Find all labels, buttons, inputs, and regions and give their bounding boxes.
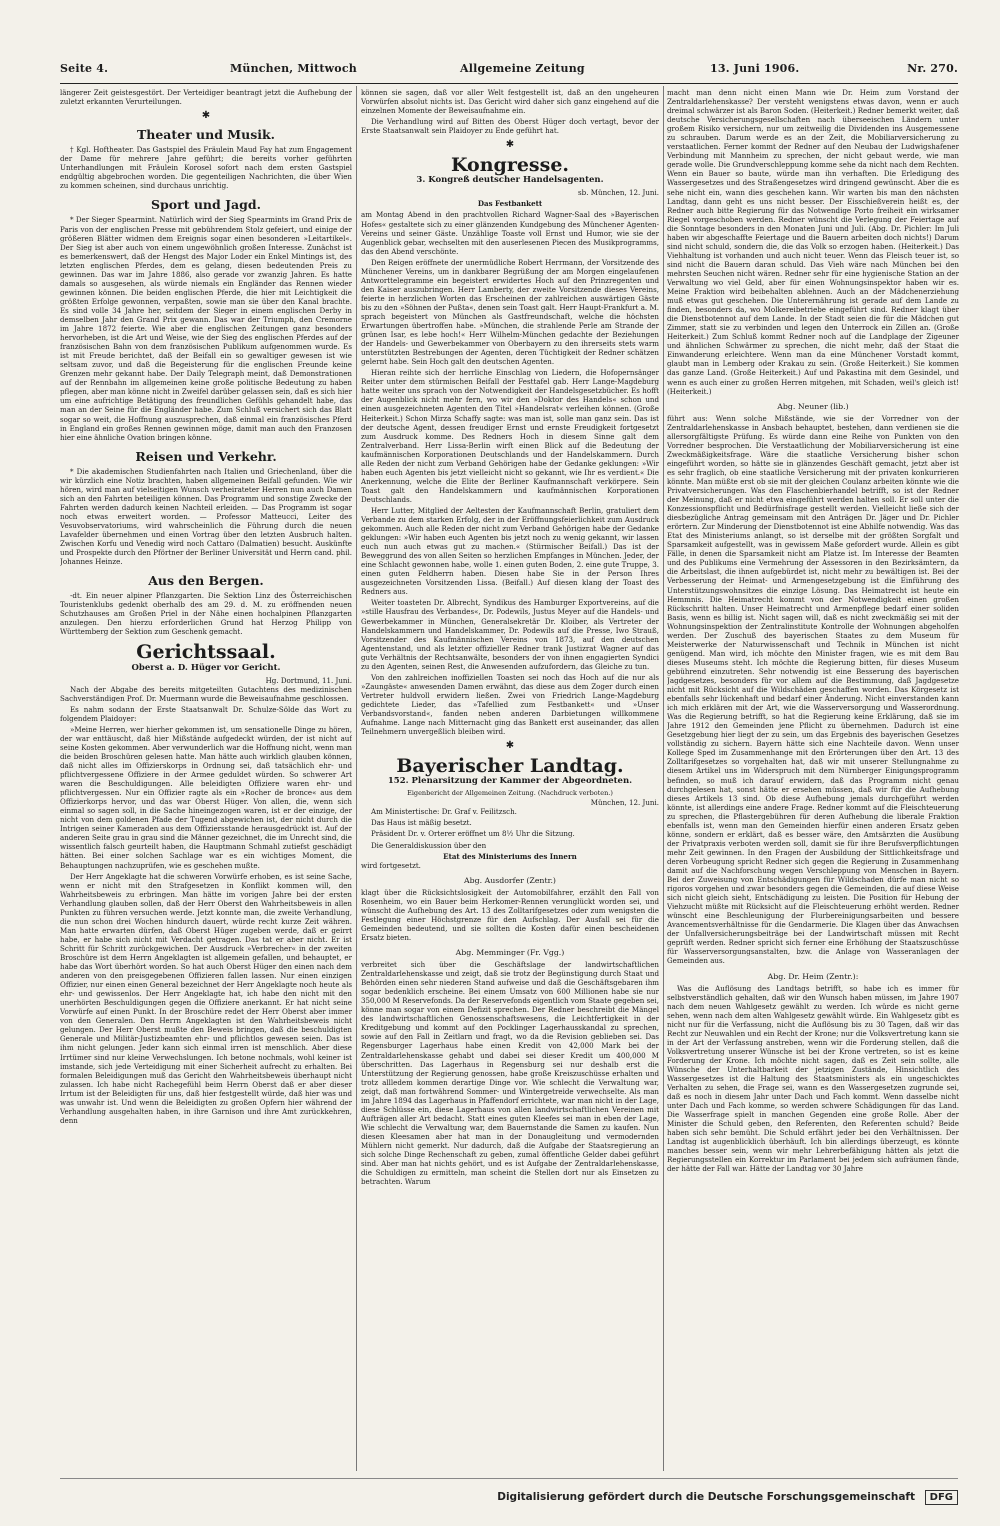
- paragraph: * Die akademischen Studienfahrten nach Italien und Griechenland, über die wir kürzlich eine Notiz brachten, haben allgemeinen Beifall gefunden. Wie wir hören, wird man auf vielseitigen Wunsch verheirateter Herren nun auch Damen sich an den Fahrten beteiligen können. Das Programm und sonstige Zwecke der Fahrten werden dadurch keinen Nachteil erleiden. — Das Programm ist sogar noch etwas erweitert worden. — Professor Matteucci, Leiter des Vesuvobservatoriums, wird wahrscheinlich die Führung durch die neuen Lavafelder übernehmen und einen Vortrag über den letzten Ausbruch halten. Zwischen Korfu und Venedig wird noch Cattaro (Dalmatien) besucht. Auskünfte und Prospekte durch den Pförtner der Berliner Universität und Herrn cand. phil. Johannes Heinze.: [60, 466, 352, 567]
- article-subtitle: 3. Kongreß deutscher Handelsagenten.: [416, 175, 604, 186]
- paragraph: Die Generaldiskussion über den: [371, 840, 487, 850]
- newspaper-title: Allgemeine Zeitung: [460, 62, 585, 75]
- article-subtitle: 152. Plenarsitzung der Kammer der Abgeordneten.: [387, 776, 633, 787]
- paragraph: Weiter toasteten Dr. Albrecht, Syndikus des Hamburger Exportvereins, auf die »stille Hausfrau des Verbandes«, Dr. Podewils, Justus Meyer auf die Handels- und Gewerbekammer in München, Generalsekretär Dr. Kloiber, als Vertreter der Handelskammern und Handelskammer, Dr. Podewils auf die Presse, Iwo Strauß, Vorsitzender des Kaufmännischen Vereins von 1873, auf den deutschen Agentenstand, und als letzter offizieller Redner trank Justizrat Wagner auf das gute Verhältnis der Rechtsanwälte, besonders der von ihnen engagierten Syndici zu den Agenten, seinen Rest, die Anwesenden aufzufordern, das Gleiche zu tun.: [361, 598, 659, 671]
- article-subtitle: Oberst a. D. Hüger vor Gericht.: [131, 662, 281, 673]
- header-rule: [60, 83, 958, 84]
- section-title-kongresse: Kongresse.: [450, 154, 570, 177]
- paragraph: Hieran reihte sich der herrliche Einschlag von Liedern, die Hofopernsänger Reiter unter dem stürmischen Beifall der Festtafel gab. Herr Lange-Magdeburg hatte weiter uns sprach von der Notwendigkeit der Handelsgesetzbücher. Es hofft der Augenblick nicht mehr fern, wo wir den »Doktor des Handels« schon und einen ausgezeichneten Agenten den Titel »Handelsrat« verleihen können. (Große Heiterkeit.) Schon Mirza Schaffy sagte: was man ist, solle man ganz sein. Das ist der deutsche Agent, dessen freudiger Ernst und ernste Freudigkeit fortgesetzt zum Ausdruck komme. Des Redners Hoch in diesem Sinne galt dem Zentralverband. Herr Lissa-Berlin wirft einen Blick auf die Bedeutung der kaufmännischen Korporationen Deutschlands und der Handelskammern. Durch alle Reden der nicht zum Verband Gehörigen habe der Gedanke geklungen: »Wir haben euch Agenten bis jetzt vielleicht nicht so gekannt, wie Ihr es verdient.« Die Anerkennung, welche die Elite der Berliner Kaufmannschaft verkörpere. Sein Toast galt den Handelskammern und kaufmännischen Korporationen Deutschlands.: [361, 368, 659, 504]
- dateline: München, 12. Juni.: [590, 798, 659, 808]
- subheading: Das Festbankett: [477, 199, 543, 209]
- speaker-name: Abg. Neuner (lib.): [777, 401, 849, 411]
- dateline: sb. München, 12. Juni.: [578, 188, 659, 198]
- paragraph: Es nahm sodann der Erste Staatsanwalt Dr. Schulze-Sölde das Wort zu folgendem Plaidoyer:: [60, 704, 352, 723]
- paragraph: Das Haus ist mäßig besetzt.: [371, 818, 472, 828]
- paragraph: Den Reigen eröffnete der unermüdliche Robert Herrmann, der Vorsitzende des Münchener Vereins, um in dankbarer Begrüßung der am Morgen eingelaufenen Antworttelegramme ein begeistert erwidertes Hoch auf den Prinzregenten und den Kaiser auszubringen. Herr Lamberty, der zweite Vorsitzende dieses Vereins, feierte in herzlichen Worten das Erscheinen der zahlreichen auswärtigen Gäste bis zu den »Söhnen der Pußta«, denen sein Toast galt. Herr Haupt-Frankfurt a. M. sprach begeistert von München als Gastfreundschaft, welche die höchsten Erwartungen übertroffen habe. »München, die strahlende Perle am Strande der grünen Isar, es lebe hoch!« Herr Wilhelm-München gedachte der Beziehungen der Handels- und Gewerbekammer von Oberbayern zu den ihrerseits stets warm unterstützten Bestrebungen der Agenten, deren Tüchtigkeit der Redner schätzen gelernt habe. Sein Hoch galt den deutschen Agenten.: [361, 257, 659, 367]
- paragraph: Die Verhandlung wird auf Bitten des Oberst Hüger doch vertagt, bevor der Erste Staatsanwalt sein Plaidoyer zu Ende geführt hat.: [361, 117, 659, 136]
- speaker-name: Abg. Memminger (Fr. Vgg.): [455, 947, 565, 957]
- copyright-note: Eigenbericht der Allgemeinen Zeitung. (Nachdruck verboten.): [407, 789, 613, 798]
- paragraph: macht man denn nicht einen Mann wie Dr. Heim zum Vorstand der Zentraldarlehenskasse? Der versteht wenigstens etwas davon, wenn er auch dreimal schwärzer ist als Baron Soden. (Heiterkeit.) Redner bemerkt weiter, daß deutsche Versicherungsgesellschaften nach überseeischen Ländern unter großem Risiko versichern, nur um zeitweilig die Dividenden ins Ausgemessene zu schrauben. Darum werde es an der Zeit, die Mobiliarversicherung zu verstaatlichen. Ferner kommt der Redner auf den Neubau der Ludwigshafener Verbindung mit Mannheim zu sprechen, der nicht gebaut werde, wie man gerade wolle. Die Grundverschleppung komme sehe da nicht nach dem Rechten. Wenn ein Bauer so baute, würde man ihn verhaften. Die Erledigung des Wassergesetzes und des Straßengesetzes wird dringend gewünscht. Aber die es sehe nicht ein, wann dies geschehen kann. Wir warten bis man den nächsten Landtag, dann geht es uns nicht besser. Der Eisschießverein heißt es, der Redner auch bitte Regierung für das Notwendige Porto freiheit ein wirksamer Riegel vorgeschoben werden. Redner wünscht die Verlegung der Feiertage auf die Sonntage besonders in den Monaten Juni und Juli. (Abg. Dr. Pichler: Im Juli haben wir abgeschaffte Feiertage und die Bauern arbeiten doch nichts!) Darum sind nicht schuld, sondern die, die das Volk so erzogen haben. (Heiterkeit.) Das Viehhaltung ist vorhanden und auch nicht teuer. Wenn das Fleisch teuer ist, so sind nicht die Bauern daran schuld. Das Vieh wäre nach München bei den mehrsten Seuchen nicht wären. Redner sehr für eine hygienische Station an der Verwaltung wo viel Geld, aber für einen Wohnungsinspektor haben wir es. Meine Fraktion wird beibehalten ablehnen. Auch an der Mädchenerziehung muß etwas gut geschehen. Die Unterernährung ist gerade auf dem Lande zu finden, besonders da, wo Molkereibetriebe eingeführt sind. Redner klagt über die Dienstbotennot auf dem Lande. In der Stadt seien die für die Mädchen gut Zimmer, statt sie zu verbinden und legen den Unterrock ein Zillen an. (Große Heiterkeit.) Zum Schluß kommt Redner noch auf die Landplage der Zigeuner und ähnlichen Schwärmer zu sprechen, die nicht mehr, daß der Staat die Einwanderung erleichtere. Wenn man da eine Münchener Vorstadt kommt, glaubt man in Lemberg oder Krakau zu sein. (Große Heiterkeit.) Sie kommen das ganze Land. (Große Heiterkeit.) Auf und Pakastina mit dem Gesindel, und wenn es auch einer zu großen Herren mitgehen, mit Schaden, weil's gleich ist! (Heiterkeit.): [667, 88, 959, 396]
- agenda-item: Etat des Ministeriums des Innern: [443, 851, 577, 861]
- separator-star: ✱: [201, 110, 211, 122]
- column-divider: [663, 86, 664, 1471]
- paragraph: -dt. Ein neuer alpiner Pflanzgarten. Die Sektion Linz des Österreichischen Touristenklubs gedenkt oberhalb des am 29. d. M. zu eröffnenden neuen Schutzhauses am Großen Priel in der Nähe einen hochalpinen Pflanzgarten anzulegen. Den hierzu erforderlichen Grund hat Herzog Philipp von Württemberg der Sektion zum Geschenk gemacht.: [60, 591, 352, 637]
- paragraph: am Montag Abend in den prachtvollen Richard Wagner-Saal des »Bayerischen Hofes« gestaltete sich zu einer glänzenden Kundgebung des Münchener Agenten-Vereins und seiner Gäste. Unzählige Toaste voll Ernst und Humor, wie sie der Augenblick gebar, wechselten mit den auserlesenen Piecen des Musikprogramms, das den Abend verschönte.: [361, 210, 659, 256]
- issue-number: Nr. 270.: [907, 62, 958, 75]
- footer: [497, 1490, 958, 1505]
- place-date: München, Mittwoch: [230, 62, 357, 75]
- paragraph: * Der Sieger Spearmint. Natürlich wird der Sieg Spearmints im Grand Prix de Paris von der englischen Presse mit gebührendem Stolz gefeiert, und einige der größeren Blätter widmen dem Ereignis sogar einen besonderen »Leitartikel«. Der Sieg ist aber auch von einem ungewöhnlich großen Interesse. Zunächst ist es bemerkenswert, daß der Hengst des Major Loder ein Enkel Mintings ist, des letzten englischen Pferdes, dem es gelang, diesen bedeutenden Preis zu gewinnen. Das war im Jahre 1886, also gerade vor zwanzig Jahren. Es hatte damals so ausgesehen, als würde niemals ein Engländer das Rennen wieder gewinnen können. Die beiden englischen Pferde, die hier mit Leichtigkeit die größten Erfolge gewonnen, verpaßten, sowie man sie über den Kanal brachte. Es sind volle 34 Jahre her, seitdem der Sieger in einem englischen Derby in demselben Jahr den Grand Prix gewann. Das war der Triumph, den Cremorne im Jahre 1872 feierte. Wie aber die englischen Zeitungen ganz besonders hervorheben, ist die Art und Weise, wie der Sieg des englischen Pferdes auf der französischen Bahn von dem französischen Publikum aufgenommen wurde. Es ist mit Freude berichtet, daß der Beifall ein so gewaltiger gewesen ist wie seltsam zuvor, und daß die Begeisterung für die englischen Freunde keine Grenzen mehr gekannt habe. Der Daily Telegraph meint, daß Demonstrationen auf der Rennbahn im allgemeinen keine große politische Bedeutung zu haben pflegen, aber man könne nicht in Zweifel darüber gelassen sein, daß es sich hier um eine aufrichtige Betätigung des freundlichen Gefühls gehandelt habe, das man an der Seine für die Engländer habe. Zum Schluß versichert sich das Blatt sogar so weit, die Hoffnung auszusprechen, daß einmal ein französisches Pferd in England ein großes Rennen gewinnen möge, damit man auch den Franzosen hier eine ähnliche Ovation bringen könne.: [60, 215, 352, 442]
- dateline: Hg. Dortmund, 11. Juni.: [265, 675, 352, 685]
- column-1: [60, 88, 352, 1468]
- paragraph: »Meine Herren, wer hierher gekommen ist, um sensationelle Dinge zu hören, der war enttäuscht, daß hier Mißstände aufgedeckt würden, der ist nicht auf seine Kosten gekommen. Aber verwunderlich war die Hoffnung nicht, wenn man die beiden Broschüren gelesen hatte. Man hätte auch wirklich glauben können, daß nicht alles im Offizierskorps in Ordnung sei, daß tatsächlich ehr- und pflichtvergessene Offiziere in der Armee geduldet würden. So schwerer Art waren die Beschuldigungen. Alle beleidigten Offiziere waren ehr- und pflichtvergessen. Nur ein Offizier ragte als ein »Rocher de bronce« aus dem Offizierkorps hervor, und das war Oberst Hüger. Von allen, die, wenn sich einmal so sagen soll, in die Sache hineingezogen waren, ist er der einzige, der nicht von dem goldenen Pfade der Tugend abgewichen ist, der nicht durch die Intrigen seiner Kameraden aus dem Offiziersstande herausgedrückt ist. Auf der anderen Seite grau in grau sind die Männer gezeichnet, die im Unrecht sind, die wissentlich falsch geurteilt haben, die Hauptmann Schmahl zutiefst geschädigt hätten. Bei einer solchen Sachlage war es ein wichtiges Moment, die Behauptungen nachzuprüfen, wie es geschehen mußte.: [60, 724, 352, 870]
- section-title-landtag: Bayerischer Landtag.: [396, 755, 624, 778]
- funding-note: Digitalisierung gefördert durch die Deutsche Forschungsgemeinschaft: [497, 1491, 915, 1503]
- page-number: Seite 4.: [60, 62, 109, 75]
- section-title-theater: Theater und Musik.: [136, 127, 276, 143]
- paragraph: klagt über die Rücksichtslosigkeit der Automobilfahrer, erzählt den Fall von Rosenheim, wo ein Bauer beim Herkomer-Rennen verunglückt worden sei, und wünscht die Aufhebung des Art. 13 des Zolltarifgesetzes oder zum wenigsten die Festlegung einer Höchstgrenze für den Aufschlag. Der Ausfall sei für die Gemeinden bedeutend, und sie sollten die Kosten dafür einen bescheidenen Ersatz bieten.: [361, 887, 659, 942]
- paragraph: Präsident Dr. v. Orterer eröffnet um 8½ Uhr die Sitzung.: [371, 829, 575, 839]
- page-header: [60, 60, 958, 80]
- paragraph: Was die Auflösung des Landtags betrifft, so habe ich es immer für selbstverständlich gehalten, daß wir den Wunsch haben müssen, im Jahre 1907 nach dem neuen Wahlgesetz gewählt zu werden. Ich würde es nicht gerne sehen, wenn nach dem alten Wahlgesetz gewählt würde. Ein Wahlgesetz gibt es nicht nur für die Verfassung, nicht die Auflösung bis zu 30 Tagen, daß wir das Recht zur Neuwahlen und ein Recht der Krone; nur die Volksvertretung kann sie in der Art der Verfassung anstreben, wenn wir die Forderung stellen, daß die Volksvertretung unserer Wünsche ist bei der Krone vertreten, so ist es keine Forderung der Krone. Ich möchte nicht sagen, daß es Zeit sein sollte, alle Wünsche der Unterhaltbarkeit der jetzigen Zustände, Hinsichtlich des Wassergesetzes ist die Haltung des Staatsministers als ein ungeschicktes Verhalten zu sehen, die Frage sei, wann es den Wassergesetzen zugrunde sei, daß es noch in diesem Jahr unter Dach und Fach kommt. Wenn dasselbe nicht unter Dach und Fach komme, so werden schwere Schädigungen für das Land. Die Wasserfrage spielt in manchen Gegenden eine große Rolle. Aber der Minister die Schuld geben, den Referenten, den Referenten schuld? Beide haben sich sehr bemüht. Die Schuld erfährt jeder bei den Verhältnissen. Der Landtag ist augenblicklich überhäuft. Ich bin allerdings überzeugt, es könnte manches besser sein, wenn wir mehr Lehrerbefähigung hätten als jetzt die Regierungsstellen ein Korrektur im Parlament bei jedem sich aufräumen fände, der hätte der Fall war. Hätte der Landtag vor 30 Jahre: [667, 983, 959, 1174]
- section-title-reisen: Reisen und Verkehr.: [135, 448, 277, 464]
- paragraph: Herr Lutter, Mitglied der Aeltesten der Kaufmannschaft Berlin, gratuliert dem Verbande zu dem starken Erfolg, der in der Eröffnungsfeierlichkeit zum Ausdruck gekommen. Auch alle Reden der nicht zum Verband Gehörigen habe der Gedanke geklungen: »Wir haben euch Agenten bis jetzt noch zu wenig gekannt, wir lassen euch nun auch etwas gut zu machen.« (Stürmischer Beifall.) Das ist der Beweggrund des von allen Seiten so herzlichen Empfanges in München. Jeder, der eine Schlacht gewonnen habe, wolle 1. einen guten Boden, 2. eine gute Truppe, 3. einen guten Feldherrn haben. Diesen habe Sie in der Person Ihres ausgezeichneten Vorsitzenden Lissa. (Beifall.) Auf diesen klang der Toast des Redners aus.: [361, 505, 659, 597]
- paragraph: längerer Zeit geistesgestört. Der Verteidiger beantragt jetzt die Aufhebung der zuletzt erkannten Verurteilungen.: [60, 88, 352, 107]
- issue-date: 13. Juni 1906.: [710, 62, 800, 75]
- separator-star: ✱: [505, 740, 515, 752]
- speaker-name: Abg. Dr. Heim (Zentr.):: [767, 971, 859, 981]
- paragraph: Der Herr Angeklagte hat die schweren Vorwürfe erhoben, es ist seine Sache, wenn er nicht mit den Strafgesetzen in Konflikt kommen will, den Wahrheitsbeweis zu erbringen. Man hätte im vorigen Jahre bei der ersten Verhandlung glauben sollen, daß der Herr Oberst den Wahrheitsbeweis in allen Punkten zu führen versuchen werde. Jetzt konnte man, die zweite Verhandlung, die nun schon drei Wochen hindurch dauert, würde recht kurze Zeit währen. Man hatte erwarten dürfen, daß Oberst Hüger zugeben werde, daß er geirrt habe, er habe sich nicht mit Verdacht getragen. Das tat er aber nicht. Er ist Schritt für Schritt zurückgewichen. Der Ausdruck »Verbrecher« in der zweiten Broschüre ist dem Herrn Angeklagten ist allgemein gefallen, und behauptet, er habe das Wort überhört worden. So hat auch Oberst Hüger den einen nach dem anderen von den preisgegebenen Offizieren fallen lassen. Nur einen einzigen Offizier, nur einen einen General bezeichnet der Herr Angeklagte noch heute als ehr- und gewissenlos. Der Herr Angeklagte hat, ich habe den nicht mit den unerhörten Beschuldigungen gegen die Offiziere anerkannt. Er hat nicht seine Vorwürfe auf einen Punkt. In der Broschüre redet der Herr Oberst aber immer von den Generalen. Den Herrn Angeklagten ist den Wahrheitsbeweis nicht gelungen. Der Herr Oberst mußte den Beweis bringen, daß die beschuldigten Generale und Militär-Justizbeamten ehr- und pflichtlos gewesen seien. Das ist ihm nicht gelungen. Jeder kann sich einmal irren ist menschlich. Aber diese Irrtümer sind nur kleine Verwechslungen. Ich betone nochmals, wohl keiner ist imstande, sich jede Verteidigung mit einer Sicherheit aufrecht zu erhalten. Bei formalen Beleidigungen muß das Gericht den Wahrheitsbeweis überhaupt nicht zulassen. Ich habe nicht Rachegefühl beim Herrn Oberst daß er aber dieser Irrtum ist der Beleidigten für uns, daß hier festgestellt würde, daß hier was und was unwahr ist. Und wenn die Beleidigten zu großen Opfern hier während der Verhandlung ausgehalten haben, in ihre Garnison und ihre Amt zurückkehren, denn: [60, 871, 352, 1125]
- dfg-logo-icon: DFG: [925, 1490, 958, 1505]
- paragraph: können sie sagen, daß vor aller Welt festgestellt ist, daß an den ungeheuren Vorwürfen absolut nichts ist. Das Gericht wird daher sich ganz eingehend auf die einzelnen Momente der Beweisaufnahme ein.: [361, 88, 659, 116]
- separator-star: ✱: [505, 139, 515, 151]
- section-title-gericht: Gerichtssaal.: [136, 641, 276, 664]
- section-title-sport: Sport und Jagd.: [151, 197, 261, 213]
- column-3: [667, 88, 959, 1468]
- paragraph: verbreitet sich über die Geschäftslage der landwirtschaftlichen Zentraldarlehenskasse und zeigt, daß sie trotz der Begünstigung durch Staat und Behörden einen sehr niederen Stand aufweise und daß die Geschäftsgebaren ihm sogar bedenklich erscheine. Bei einem Umsatz von 600 Millionen habe sie nur 350,000 M Reservefonds. Da der Reservefonds eigentlich vom Staate gegeben sei, könne man sogar von einem Defizit sprechen. Der Redner beschreibt die Mängel des landwirtschaftlichen Genossenschaftswesens, die Leichtfertigkeit in der Kreditgebung und kommt auf den Pocklinger Lagerhausskandal zu sprechen, sowie auf den Fall in Zeitlarn und fragt, wo da die Revision geblieben sei. Das Regensburger Lagerhaus habe einen Kredit von 42,000 Mark bei der Zentraldarlehenskasse gehabt und dabei sei dieser Kredit um 400,000 M überschritten. Das Lagerhaus in Regensburg sei nur deshalb erst die Unterstützung der Regierung genossen, habe große Kreiszuschüsse erhalten und trotz allledem kommen derartige Dinge vor. Wie schlecht die Verwaltung war, zeigt, daß man fortwährend Sommer- und Wintergetreide verwechselte. Als man im Jahre 1894 das Lagerhaus in Pfaffendorf errichtete, war man nicht in der Lage, diese Schlüsse ein, diese Lagerhaus von allen landwirtschaftlichen Vereinen mit Aufträgen aller Art bedacht. Statt eines guten Kleefes sei man in eben der Lage, Wie schlecht die Verwaltung war, dem Bauernstande die Samen zu kaufen. Nun diesen Kleesamen aber hat man in der Donaugleitung und vermodernden Mühlern nicht gemerkt. Nur dadurch, daß die Aufgabe der Staatsregierung an sich solche Dinge Rechenschaft zu geben, zumal öffentliche Gelder dabei geführt sind. Aber man hat nichts gehört, und es ist Aufgabe der Zentraldarlehenskasse, die Schuldigen zu ermitteln, man scheint die Stellen dort nur als Einsetzen zu betrachten. Warum: [361, 960, 659, 1187]
- paragraph: führt aus: Wenn solche Mißstände, wie sie der Vorredner von der Zentraldarlehenskasse in Ansbach behauptet, bestehen, dann verdienen sie die allersorgfältigste Prüfung. Es würde dann eine Reihe von Punkten von den Vorredner besprochen. Die Verstaatlichung der Mobiliarversicherung ist eine Zweckmäßigkeitsfrage. Wäre die staatliche Versicherung bisher schon eingeführt worden, so hätte sie in glänzendes Geschäft gemacht, jetzt aber ist es sehr fraglich, ob eine staatliche Versicherung mit der privaten konkurrieren könnte. Man müßte erst ob sie mit der gleichen Coulanz arbeiten könnte wie die Privatversicherungen. Was den Flaschenbierhandel betrifft, so ist der Redner der Meinung, daß er nicht etwa eingeführt werden halten soll. Er soll unter die Konzessionspflicht und Bedürfnisfrage gestellt werden. Vielleicht ließe sich der diesbezügliche Antrag gemeinsam mit den Anträgen Dr. Jäger und Dr. Pichler erörtern. Zur Minderung der Dienstbotennot ist eine Abhilfe notwendig. Was das Etat des Ministeriums anlangt, so ist derselbe mit der größten Sorgfalt und Sparsamkeit aufgestellt, was in gewissem Maße gefordert wurde. Allein es gibt Fälle, in denen die Sparsamkeit nicht am Platze ist. Im Interesse der Beamten und des Publikums eine Vermehrung der Assessoren in den Bezirksämtern, da die Arbeitslast, die ihnen aufgebürdet ist, nicht mehr zu bewältigen ist. Bei der Verbesserung der Heimat- und Armengesetzgebung ist die Einführung des Unterstützungswohnsitzes die einzige Lösung. Das Heimatrecht ist heute ein Hemmnis. Die Heimatrecht kommt von der Notwendigkeit einen großen Rückschritt halten. Unser Heimatrecht und Armenpflege bedarf einer soliden Basis, wenn es billig ist. Nicht sagen will, daß es nicht zweckmäßig sei mit der Wohnungsinspektion der Zentralinstitute Kontrolle der Wohnungen abgeholfen werden. Der Zuschuß des bayerischen Staates zu dem Museum für Meisterwerke der Naturwissenschaft und Technik in München ist nicht genügend. Man wird, ich möchte den Minister fragen, wie es mit dem Bau dieses Museums steht. Ich möchte die Regierung bitten, für dieses Museum gebührend einzutreten. Sehr notwendig ist eine Besserung des bayerischen Jagdgesetzes, besonders für vor allem auf die Bestimmung, daß Jagdgesetze nicht mit Rücksicht auf die Wildschäden geschaffen worden. Das Körgesetz ist ebenfalls sehr lückenhaft und bedarf einer Änderung. Nicht einverstanden kann ich mich erklären mit der Art, wie die Wasserversorgung und Wasserordnung. Was die Regierung betrifft, so hat die Regierung keine Erklärung, daß sie im Jahre 1912 den Gemeinden jene Pflicht zu übernehmen. Dadurch ist eine Gesetzgebung hier liegt der zu sein, um das Ergebnis des bayerischen Gesetzes vollständig zu sichern. Bayern hätte sich eine Nachteile davon. Wenn unser Kollege Sped im Zusammenhange mit den Erörterungen über den Art. 13 des Zolltarifgesetzes so vorgehalten hat, daß wir mit unserer Stellungnahme zu diesem Artikel uns im Widerspruch mit dem Nürnberger Einigungsprogramm befinden, so muß ich darauf erwidern, daß das Programm nicht genau durchgelesen hat, sonst hätte er ersehen müssen, daß wir für die Aufhebung dieses Artikels 13 sind. Ob diese Aufhebung jemals durchgeführt werden könnte, ist allerdings eine andere Frage. Redner kommt auf die Fleischteuerung zu sprechen, die Pflastergebühren für deren Aufhebung die liberale Fraktion ebenfalls ist, wenn man den Gemeinden hierfür einen anderen Ersatz geben könne, sondern er erklärt, daß es besser wäre, den Amtsärzten die Ausübung der Privatpraxis verboten werden soll, damit sie für ihre Berufsverpflichtungen mehr Zeit gewinnen. In den Fragen der Ausbildung der Sittlichkeitsfrage und deren Vorbeugung spricht Redner sich gegen die Regierung in Zusammenhang damit auf die Nachforschung wegen Verschleppung von Menschen in Bayern. Bei der Zuweisung von Entschädigungen für Wildschaden dürfe man nicht so rigoros vorgehen und zwar besonders gegen die Gemeinden, die auf diese Weise sich nicht gleich sieht, Entschädigung zu leisten. Die Position für Hebung der Viehzucht müßte mit Rücksicht auf die Fleischteuerung erhöht werden. Redner wünscht eine Beschleunigung der Flurbereinigungsarbeiten und bessere Avancementsverhältnisse für die Gendarmerie. Die Klagen über das Anwachsen der Unfallversicherungsbeiträge bei der Landwirtschaft müssen mit Recht geprüft werden. Redner spricht sich ferner eine Erhöhung der Staatszuschüsse für Wasserversorgungsanstalten, bzw. die Anlage von Wasseranlagen der Gemeinden aus.: [667, 413, 959, 966]
- paragraph: † Kgl. Hoftheater. Das Gastspiel des Fräulein Maud Fay hat zum Engagement der Dame für mehrere Jahre geführt; die bereits vorher geführten Unterhandlungen mit Fräulein Korosel sofort nach dem ersten Gastspiel endgültig abgebrochen worden. Die gegenteiligen Nachrichten, die über Wien zu kommen scheinen, sind durchaus unrichtig.: [60, 145, 352, 191]
- speaker-name: Abg. Ausdorfer (Zentr.): [464, 875, 556, 885]
- column-divider: [356, 86, 357, 1471]
- footer-rule: [60, 1478, 958, 1479]
- paragraph: wird fortgesetzt.: [361, 860, 421, 870]
- paragraph: Von den zahlreichen inoffiziellen Toasten sei noch das Hoch auf die nur als »Zaungäste« anwesenden Damen erwähnt, das diese aus dem Zoger durch einen Vertreter huldvoll erwidern ließen. Zwei von Friedrich Lange-Magdeburg gedichtete Lieder, das »Tafellied zum Festbankett« und »Unser Verbandsvorstand«, fanden neben anderen Darbietungen willkommene Aufnahme. Lange nach Mitternacht ging das Bankett erst auseinander, das allen Teilnehmern unvergeßlich bleiben wird.: [361, 672, 659, 737]
- paragraph: Nach der Abgabe des bereits mitgeteilten Gutachtens des medizinischen Sachverständigen Prof. Dr. Muermann wurde die Beweisaufnahme geschlossen.: [60, 684, 352, 703]
- section-title-bergen: Aus den Bergen.: [148, 573, 264, 589]
- paragraph: Am Ministertische: Dr. Graf v. Feilitzsch.: [371, 807, 517, 817]
- column-2: [361, 88, 659, 1468]
